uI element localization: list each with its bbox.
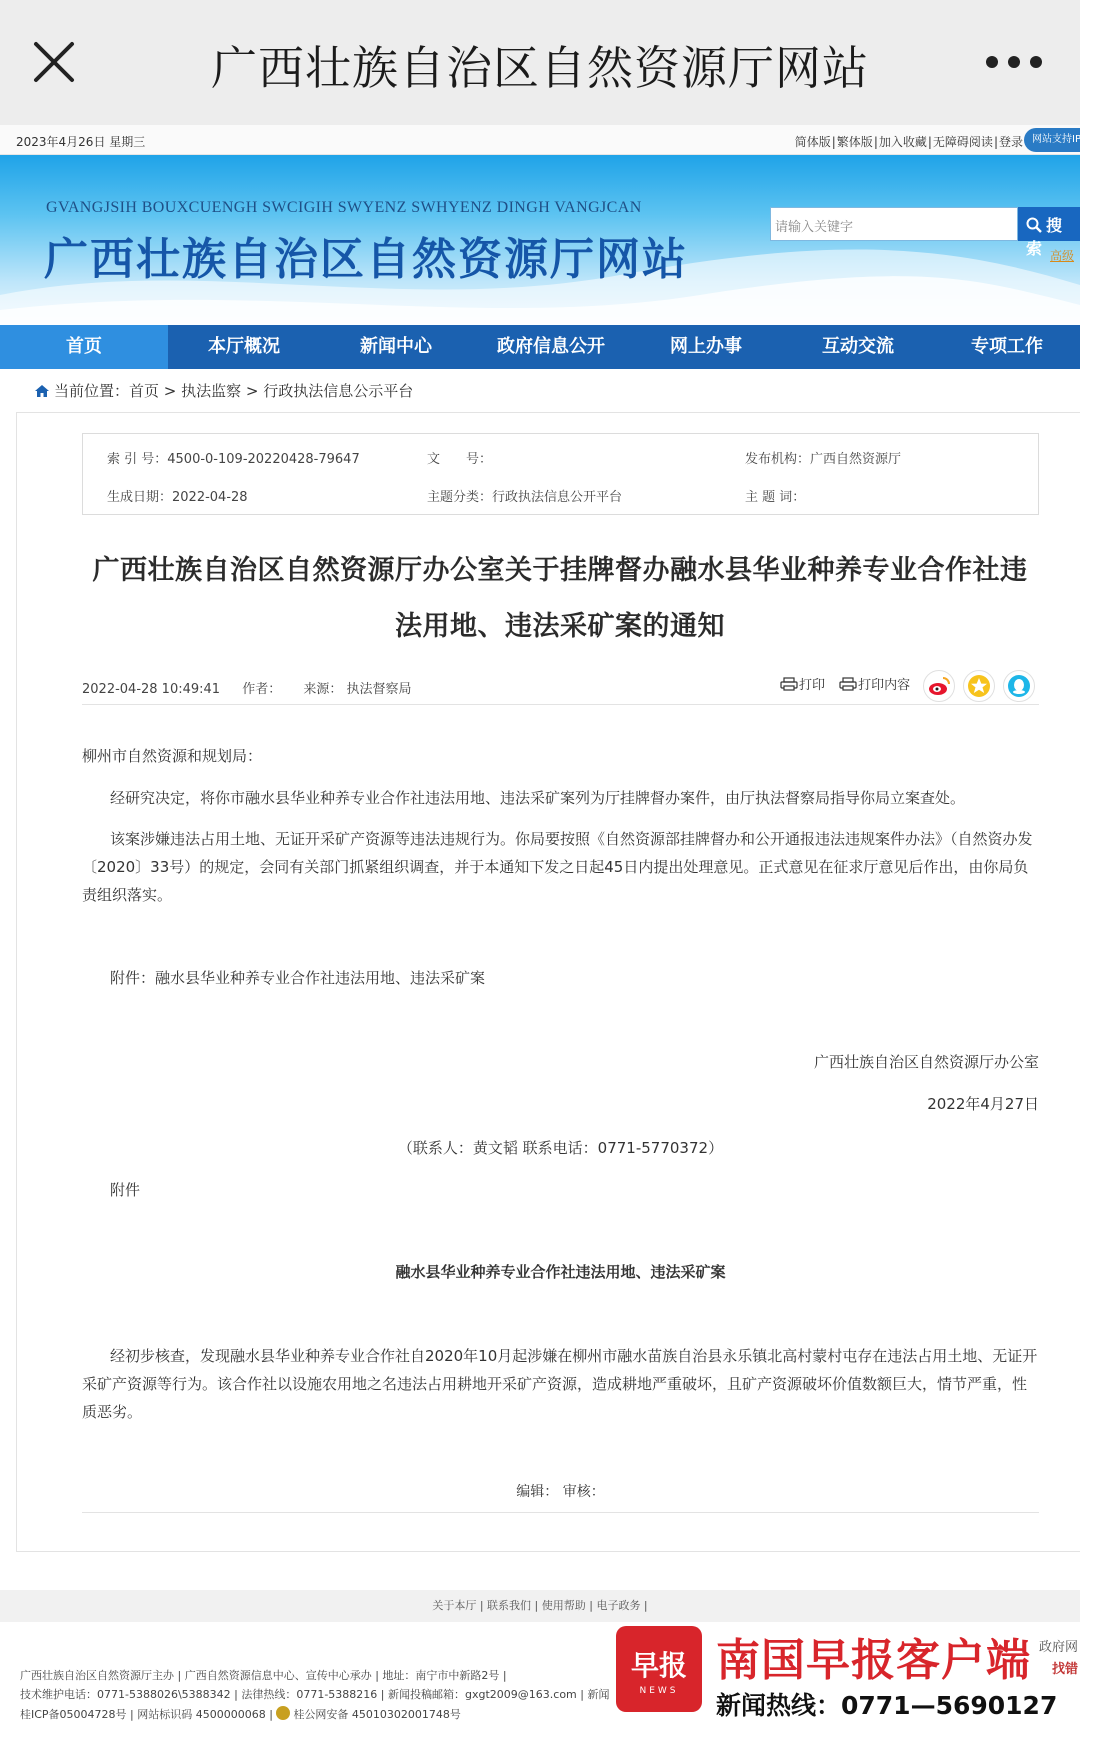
signature: 广西壮族自治区自然资源厅办公室: [813, 1053, 1039, 1071]
nav-item-special-work[interactable]: 专项工作: [971, 336, 1043, 357]
footer-line-1: 广西壮族自治区自然资源厅主办 | 广西自然资源信息中心、宣传中心承办 | 地址：南宁市中新路2号 |: [20, 1669, 507, 1682]
watermark-name: 南国早报客户端: [716, 1635, 1031, 1686]
media-watermark: [616, 1622, 1080, 1739]
article-author: 作者：: [242, 682, 282, 697]
main-nav: [0, 325, 1080, 369]
attachment-body: 经初步核查，发现融水县华业种养专业合作社自2020年10月起涉嫌在柳州市融水苗族自治县永乐镇北高村蒙村屯存在违法占用土地、无证开采矿产资源等行为。该合作社以设施农用地之名违法占用耕地开采矿产资源，造成耕地严重破坏，且矿产资源破坏价值数额巨大，情节严重，性质恶劣。: [82, 1347, 1038, 1421]
meta-publisher: 发布机构：广西自然资源厅: [745, 452, 902, 467]
sign-date: 2022年4月27日: [927, 1095, 1039, 1113]
watermark-side-text: 政府网: [1038, 1640, 1078, 1655]
printer-icon: [839, 677, 857, 691]
link-favorite[interactable]: 加入收藏: [878, 135, 927, 149]
article-info: [82, 678, 430, 697]
advanced-search-link[interactable]: 高级: [1050, 249, 1075, 263]
weibo-icon: [924, 671, 954, 701]
nav-item-overview[interactable]: 本厅概况: [208, 336, 280, 357]
salutation: 柳州市自然资源和规划局：: [82, 747, 263, 765]
footer-line-2: 技术维护电话：0771-5388026\5388342 | 法律热线：0771-5388216 | 新闻投稿邮箱：gxgt2009@163.com | 新闻: [20, 1688, 610, 1701]
utility-links: 简体版|繁体版|加入收藏|无障碍阅读|登录: [794, 135, 1023, 149]
more-icon[interactable]: [984, 52, 1044, 72]
article-tools: [780, 674, 920, 693]
app-title: 广西壮族自治区自然资源厅网站: [211, 41, 869, 95]
site-logo-text[interactable]: 广西壮族自治区自然资源厅网站: [44, 234, 688, 285]
editor-line: 编辑： 审核：: [516, 1484, 605, 1500]
paragraph-1: 经研究决定，将你市融水县华业种养专业合作社违法用地、违法采矿案列为厅挂牌督办案件，由厅执法督察局指导你局立案查处。: [110, 789, 966, 807]
divider: [82, 1512, 1039, 1513]
search-input[interactable]: 请输入关键字: [770, 207, 1018, 241]
utility-bar: [0, 125, 1093, 155]
qq-icon: [1004, 671, 1034, 701]
breadcrumb-label: 当前位置：: [54, 382, 130, 400]
print-button[interactable]: 打印: [780, 674, 825, 693]
footer-line-3: 桂ICP备05004728号 | 网站标识码 4500000068 | 桂公网安备 45010302001748号: [20, 1708, 461, 1721]
search-button-label: 搜 索: [1026, 216, 1063, 258]
meta-index: 索 引 号：4500-0-109-20220428-79647: [107, 452, 360, 467]
breadcrumb-path[interactable]: 首页 > 执法监察 > 行政执法信息公示平台: [129, 382, 414, 400]
contact-info: （联系人：黄文韬 联系电话：0771-5770372）: [397, 1139, 724, 1157]
attachment-note: 附件：融水县华业种养专业合作社违法用地、违法采矿案: [110, 969, 486, 987]
meta-doc-number: 文 号：: [427, 452, 493, 467]
article-source: 来源： 执法督察局: [303, 682, 412, 697]
attachment-heading: 附件: [110, 1181, 141, 1199]
print-content-button[interactable]: 打印内容: [839, 674, 910, 693]
watermark-hotline: 新闻热线：0771—5690127: [716, 1691, 1058, 1720]
site-banner: [0, 155, 1080, 325]
nav-item-home[interactable]: 首页: [0, 325, 168, 369]
watermark-logo: 早报 NEWS: [616, 1626, 702, 1712]
printer-icon: [780, 677, 798, 691]
share-weibo-button[interactable]: [923, 670, 955, 702]
site-pinyin-name: GVANGJSIH BOUXCUENGH SWCIGIH SWYENZ SWHYENZ DINGH VANGJCAN: [46, 199, 642, 216]
link-accessibility[interactable]: 无障碍阅读: [932, 135, 993, 149]
nav-item-gov-info[interactable]: 政府信息公开: [497, 336, 605, 357]
article-title-line-2: 法用地、违法采矿案的通知: [395, 611, 725, 642]
home-icon: [34, 384, 50, 398]
document-metadata: [82, 433, 1039, 515]
nav-item-news[interactable]: 新闻中心: [360, 336, 432, 357]
nav-item-online-services[interactable]: 网上办事: [670, 336, 742, 357]
current-date: 2023年4月26日 星期三: [16, 135, 146, 149]
article-datetime: 2022-04-28 10:49:41: [82, 682, 221, 697]
search-icon: [1026, 217, 1042, 233]
ipv6-badge: 网站支持IPv6: [1024, 128, 1080, 152]
star-icon: [964, 671, 994, 701]
police-emblem-icon: [276, 1706, 290, 1720]
watermark-side-text-2: 找错: [1051, 1662, 1078, 1677]
share-qq-button[interactable]: [1003, 670, 1035, 702]
footer-nav[interactable]: 关于本厅 | 联系我们 | 使用帮助 | 电子政务 |: [0, 1590, 1080, 1622]
article-title-line-1: 广西壮族自治区自然资源厅办公室关于挂牌督办融水县华业种养专业合作社违: [92, 555, 1028, 586]
meta-keywords: 主 题 词：: [745, 490, 806, 505]
divider: [82, 704, 1039, 705]
close-icon[interactable]: [30, 38, 78, 86]
nav-item-interaction[interactable]: 互动交流: [822, 336, 894, 357]
attachment-title: 融水县华业种养专业合作社违法用地、违法采矿案: [395, 1263, 726, 1281]
paragraph-2: 该案涉嫌违法占用土地、无证开采矿产资源等违法违规行为。你局要按照《自然资源部挂牌督办和公开通报违法违规案件办法》（自然资办发〔2020〕33号）的规定，会同有关部门抓紧组织调查，并于本通知下发之日起45日内提出处理意见。正式意见在征求厅意见后作出，由你局负责组织落实。: [82, 830, 1033, 904]
meta-date: 生成日期：2022-04-28: [107, 490, 248, 505]
meta-category: 主题分类：行政执法信息公开平台: [427, 490, 623, 505]
breadcrumb: [34, 380, 413, 401]
link-login[interactable]: 登录: [998, 135, 1023, 149]
link-traditional[interactable]: 繁体版: [836, 135, 873, 149]
app-bar: [0, 0, 1080, 125]
favorite-button[interactable]: [963, 670, 995, 702]
link-simplified[interactable]: 简体版: [794, 135, 831, 149]
